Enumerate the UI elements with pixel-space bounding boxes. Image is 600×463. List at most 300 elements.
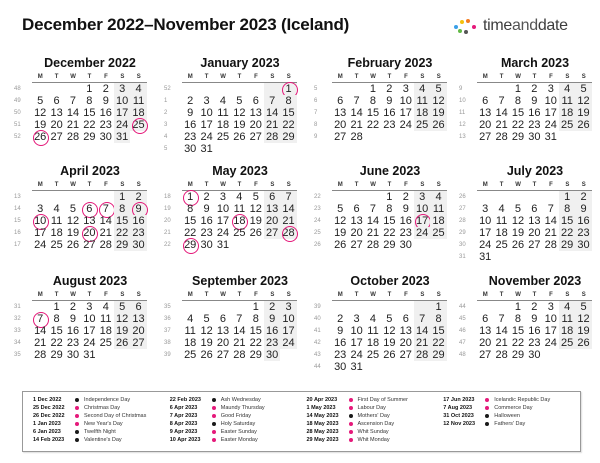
day-cell: 8 [53, 313, 60, 325]
day-cell: 30 [528, 349, 541, 361]
day-cell: 23 [184, 131, 197, 143]
day-cell: 7 [498, 313, 505, 325]
holiday-day-cell: 1 [280, 83, 296, 95]
legend-item [33, 436, 170, 444]
month-title: August 2023 [52, 274, 128, 288]
legend-name: Maundy Thursday [220, 405, 265, 411]
day-cell: 18 [99, 325, 112, 337]
day-cell: 12 [249, 203, 262, 215]
legend-column [170, 396, 307, 451]
day-cell: 17 [544, 107, 557, 119]
legend-name: Commerce Day [494, 405, 533, 411]
holiday-day-cell: 17 [414, 215, 430, 227]
week-number: 5 [314, 86, 318, 92]
day-cell: 4 [187, 313, 194, 325]
day-cell: 3 [402, 83, 409, 95]
day-cell: 12 [114, 313, 130, 325]
day-cell: 27 [399, 349, 412, 361]
day-cell: 18 [184, 337, 197, 349]
day-cell: 22 [280, 119, 296, 131]
week-number: 44 [314, 364, 321, 370]
day-cell: 24 [350, 349, 363, 361]
day-cell: 2 [402, 191, 409, 203]
weekday-header [477, 73, 592, 83]
day-cell: 19 [575, 107, 591, 119]
legend-item [33, 404, 170, 412]
day-cell: 5 [203, 313, 210, 325]
day-cell: 11 [217, 107, 229, 119]
week-row [459, 131, 592, 143]
day-cell: 9 [531, 313, 538, 325]
week-number: 5 [164, 146, 168, 152]
day-cell: 14 [495, 325, 508, 337]
day-cell: 10 [216, 203, 230, 215]
week-row [164, 313, 297, 325]
day-cell: 26 [575, 119, 591, 131]
weekday-label: T [354, 74, 359, 80]
day-cell: 11 [559, 313, 575, 325]
holiday-day-cell: 20 [81, 227, 97, 239]
day-cell: 28 [366, 239, 380, 251]
day-cell: 10 [350, 325, 363, 337]
empty-day-cell [348, 301, 364, 313]
day-cell: 16 [66, 325, 80, 337]
day-cell: 12 [34, 107, 47, 119]
legend-date: 7 Apr 2023 [169, 413, 198, 419]
day-cell: 14 [350, 107, 363, 119]
day-cell: 23 [264, 337, 280, 349]
weekday-label: S [581, 74, 586, 80]
week-number: 35 [164, 304, 171, 310]
weekday-label: S [581, 292, 586, 298]
day-cell: 30 [200, 239, 213, 251]
holiday-legend [22, 391, 581, 452]
week-number: 21 [164, 230, 171, 236]
week-number: 6 [314, 98, 318, 104]
day-cell: 17 [34, 227, 47, 239]
weekday-label: M [482, 292, 488, 298]
day-cell: 3 [114, 83, 130, 95]
day-cell: 19 [66, 227, 80, 239]
weekday-label: S [136, 292, 141, 298]
day-cell: 26 [383, 349, 396, 361]
day-cell: 17 [216, 215, 230, 227]
empty-day-cell [365, 131, 381, 143]
day-cell: 11 [414, 95, 430, 107]
day-cell: 3 [86, 301, 93, 313]
observance-bullet-icon [75, 438, 79, 442]
day-cell: 26 [66, 239, 80, 251]
day-cell: 17 [200, 119, 213, 131]
day-cell: 10 [479, 215, 492, 227]
day-cell: 3 [547, 301, 554, 313]
day-cell: 24 [200, 131, 213, 143]
weekday-label: S [565, 74, 570, 80]
week-row [314, 191, 447, 203]
day-cell: 29 [280, 131, 296, 143]
legend-date: 6 Jan 2023 [33, 429, 61, 435]
day-cell: 29 [511, 349, 525, 361]
day-cell: 14 [66, 107, 80, 119]
day-cell: 31 [479, 251, 492, 263]
week-row [14, 203, 147, 215]
weekday-label: W [220, 74, 226, 80]
day-cell: 29 [50, 349, 63, 361]
day-cell: 8 [514, 313, 522, 325]
week-number: 22 [164, 242, 171, 248]
day-cell: 28 [544, 239, 557, 251]
legend-name: Fathers' Day [494, 421, 526, 427]
day-cell: 20 [334, 119, 347, 131]
day-cell: 31 [114, 131, 130, 143]
month-title: December 2022 [44, 56, 136, 70]
holiday-bullet-icon [349, 398, 353, 402]
day-cell: 15 [50, 325, 63, 337]
day-cell: 20 [130, 325, 146, 337]
holiday-day-cell: 6 [81, 203, 97, 215]
week-number: 24 [314, 218, 321, 224]
day-cell: 4 [414, 83, 430, 95]
day-cell: 8 [280, 95, 296, 107]
legend-date: 9 Apr 2023 [169, 429, 198, 435]
day-cell: 30 [99, 131, 112, 143]
empty-day-cell [414, 239, 430, 251]
observance-bullet-icon [349, 414, 353, 418]
week-number: 9 [314, 134, 318, 140]
day-cell: 11 [430, 203, 446, 215]
empty-day-cell [477, 83, 493, 95]
weekday-label: M [337, 74, 343, 80]
holiday-bullet-icon [485, 406, 489, 410]
week-number: 32 [14, 316, 21, 322]
day-cell: 15 [366, 107, 380, 119]
day-cell: 4 [236, 191, 243, 203]
empty-day-cell [575, 349, 591, 361]
week-row [164, 215, 297, 227]
day-cell: 16 [264, 325, 280, 337]
day-cell: 22 [184, 227, 197, 239]
day-cell: 13 [479, 107, 492, 119]
day-cell: 11 [559, 95, 575, 107]
day-cell: 9 [203, 203, 210, 215]
day-cell: 1 [430, 301, 446, 313]
day-cell: 23 [528, 119, 541, 131]
week-number: 17 [14, 242, 21, 248]
empty-day-cell [559, 349, 575, 361]
weekday-header [182, 181, 297, 191]
day-cell: 20 [528, 227, 541, 239]
legend-date: 20 Apr 2023 [306, 397, 338, 403]
empty-day-cell [114, 349, 130, 361]
day-cell: 26 [200, 349, 213, 361]
week-row [164, 131, 297, 143]
holiday-bullet-icon [349, 438, 353, 442]
day-cell: 11 [233, 203, 246, 215]
day-cell: 21 [414, 337, 430, 349]
day-cell: 5 [430, 83, 446, 95]
empty-day-cell [98, 349, 114, 361]
week-row [14, 227, 147, 239]
day-cell: 6 [53, 95, 60, 107]
timeanddate-logo[interactable] [452, 16, 568, 36]
day-cell: 23 [334, 349, 347, 361]
empty-day-cell [264, 143, 280, 155]
day-cell: 23 [66, 337, 80, 349]
empty-day-cell [198, 301, 214, 313]
day-cell: 20 [216, 337, 230, 349]
day-cell: 7 [236, 313, 243, 325]
week-number: 51 [14, 122, 21, 128]
day-cell: 27 [334, 131, 347, 143]
legend-name: Ascension Day [357, 421, 395, 427]
legend-name: Mothers' Day [357, 413, 390, 419]
weekday-label: M [37, 182, 43, 188]
week-row [459, 313, 592, 325]
day-cell: 24 [216, 227, 230, 239]
day-cell: 15 [559, 215, 575, 227]
week-number: 44 [459, 304, 466, 310]
day-cell: 16 [528, 107, 541, 119]
day-cell: 27 [479, 131, 492, 143]
day-cell: 28 [34, 349, 47, 361]
day-cell: 2 [102, 83, 109, 95]
legend-date: 14 Feb 2023 [33, 437, 65, 443]
week-row [14, 191, 147, 203]
day-cell: 10 [200, 107, 213, 119]
day-cell: 25 [414, 119, 430, 131]
day-cell: 8 [114, 203, 130, 215]
day-cell: 13 [399, 325, 412, 337]
empty-day-cell [398, 131, 414, 143]
day-cell: 25 [99, 337, 112, 349]
day-cell: 25 [184, 349, 197, 361]
weekday-label: S [270, 74, 275, 80]
day-cell: 16 [200, 215, 213, 227]
weekday-label: M [337, 182, 343, 188]
day-cell: 18 [216, 119, 230, 131]
day-cell: 9 [187, 107, 194, 119]
legend-name: Ash Wednesday [220, 397, 261, 403]
empty-day-cell [414, 301, 430, 313]
day-cell: 22 [511, 119, 525, 131]
empty-day-cell [559, 251, 575, 263]
week-row [459, 325, 592, 337]
holiday-bullet-icon [212, 414, 216, 418]
legend-name: Independence Day [84, 397, 131, 403]
day-cell: 1 [559, 191, 575, 203]
week-number: 10 [459, 98, 466, 104]
day-cell: 23 [383, 119, 396, 131]
week-number: 13 [459, 134, 466, 140]
legend-name: Twelfth Night [84, 429, 116, 435]
empty-day-cell [231, 83, 247, 95]
weekday-label: T [237, 182, 242, 188]
day-cell: 23 [528, 337, 541, 349]
day-cell: 12 [575, 313, 591, 325]
day-cell: 3 [482, 203, 489, 215]
day-cell: 31 [544, 131, 557, 143]
month-title: June 2023 [359, 164, 421, 178]
empty-day-cell [381, 301, 397, 313]
day-cell: 28 [233, 349, 246, 361]
day-cell: 26 [511, 239, 525, 251]
weekday-label: S [270, 292, 275, 298]
week-number: 41 [314, 328, 321, 334]
day-cell: 6 [252, 95, 259, 107]
page-title: December 2022–November 2023 (Iceland) [22, 15, 350, 34]
legend-column [307, 396, 444, 451]
weekday-label: F [404, 292, 408, 298]
weekday-header [182, 291, 297, 301]
holiday-bullet-icon [485, 398, 489, 402]
day-cell: 11 [495, 215, 508, 227]
week-number: 33 [14, 328, 21, 334]
week-number: 8 [314, 122, 318, 128]
day-cell: 8 [386, 203, 393, 215]
week-number: 25 [314, 230, 321, 236]
day-cell: 1 [86, 83, 93, 95]
week-row [459, 119, 592, 131]
week-row [14, 95, 147, 107]
day-cell: 16 [575, 215, 591, 227]
day-cell: 23 [200, 227, 213, 239]
legend-item [443, 396, 580, 404]
day-cell: 13 [350, 215, 363, 227]
legend-date: 18 May 2023 [306, 421, 339, 427]
week-number: 23 [314, 206, 321, 212]
day-cell: 10 [544, 313, 557, 325]
empty-day-cell [264, 239, 280, 251]
day-cell: 13 [83, 215, 96, 227]
day-cell: 12 [383, 325, 396, 337]
day-cell: 2 [130, 191, 146, 203]
day-cell: 6 [353, 203, 360, 215]
day-cell: 8 [86, 95, 93, 107]
legend-item [170, 420, 307, 428]
week-row [459, 301, 592, 313]
weekday-label: W [70, 182, 76, 188]
week-row [164, 107, 297, 119]
day-cell: 19 [334, 227, 347, 239]
empty-day-cell [198, 83, 214, 95]
weekday-header [182, 73, 297, 83]
day-cell: 26 [575, 337, 591, 349]
week-row [164, 349, 297, 361]
empty-day-cell [414, 131, 430, 143]
week-row [164, 337, 297, 349]
day-cell: 17 [83, 325, 96, 337]
week-number: 31 [459, 254, 466, 260]
week-number: 2 [164, 110, 168, 116]
day-cell: 19 [511, 227, 525, 239]
day-cell: 21 [495, 337, 508, 349]
day-cell: 2 [203, 191, 210, 203]
week-row [164, 227, 297, 239]
day-cell: 9 [337, 325, 344, 337]
legend-name: First Day of Summer [357, 397, 408, 403]
empty-day-cell [398, 361, 414, 373]
empty-day-cell [348, 191, 364, 203]
day-cell: 5 [252, 191, 259, 203]
day-cell: 20 [479, 119, 492, 131]
legend-item [170, 428, 307, 436]
month-calendar [0, 52, 150, 162]
weekday-label: T [87, 74, 92, 80]
weekday-header [332, 181, 447, 191]
day-cell: 15 [511, 107, 525, 119]
day-cell: 3 [414, 191, 430, 203]
weekday-label: W [370, 292, 376, 298]
day-cell: 6 [482, 95, 489, 107]
weekday-label: F [549, 292, 553, 298]
day-cell: 18 [50, 227, 63, 239]
day-cell: 24 [544, 119, 557, 131]
empty-day-cell [526, 251, 542, 263]
weekday-label: T [387, 292, 392, 298]
empty-day-cell [182, 83, 198, 95]
day-cell: 4 [498, 203, 505, 215]
week-row [314, 215, 447, 227]
legend-date: 31 Oct 2023 [443, 413, 474, 419]
week-number: 48 [459, 352, 466, 358]
day-cell: 16 [99, 107, 112, 119]
day-cell: 1 [369, 83, 377, 95]
day-cell: 31 [83, 349, 96, 361]
week-row [14, 119, 147, 131]
empty-day-cell [493, 83, 509, 95]
weekday-label: T [354, 292, 359, 298]
week-number: 9 [459, 86, 463, 92]
week-row [459, 83, 592, 95]
month-title: January 2023 [200, 56, 280, 70]
week-row [314, 119, 447, 131]
legend-item [307, 436, 444, 444]
week-row [459, 251, 592, 263]
weekday-label: F [254, 182, 258, 188]
holiday-day-cell: 7 [98, 203, 114, 215]
legend-date: 26 Dec 2022 [33, 413, 65, 419]
month-title: February 2023 [347, 56, 433, 70]
legend-item [307, 412, 444, 420]
weekday-label: F [404, 182, 408, 188]
day-cell: 29 [114, 239, 130, 251]
day-cell: 15 [511, 325, 525, 337]
weekday-label: M [37, 74, 43, 80]
month-title: September 2023 [192, 274, 288, 288]
day-cell: 2 [531, 301, 538, 313]
month-calendar [300, 52, 450, 162]
empty-day-cell [559, 131, 575, 143]
day-cell: 21 [350, 119, 363, 131]
day-cell: 26 [430, 119, 446, 131]
week-row [314, 337, 447, 349]
weekday-label: S [581, 182, 586, 188]
day-cell: 4 [559, 301, 575, 313]
day-cell: 30 [334, 361, 347, 373]
weekday-header [32, 291, 147, 301]
weekday-label: W [220, 182, 226, 188]
week-row [314, 325, 447, 337]
weekday-label: S [120, 182, 125, 188]
empty-day-cell [280, 239, 296, 251]
day-cell: 14 [99, 215, 112, 227]
day-cell: 2 [337, 313, 344, 325]
legend-item [33, 428, 170, 436]
day-cell: 11 [50, 215, 63, 227]
day-cell: 7 [69, 95, 77, 107]
observance-bullet-icon [485, 422, 489, 426]
weekday-label: F [104, 182, 108, 188]
